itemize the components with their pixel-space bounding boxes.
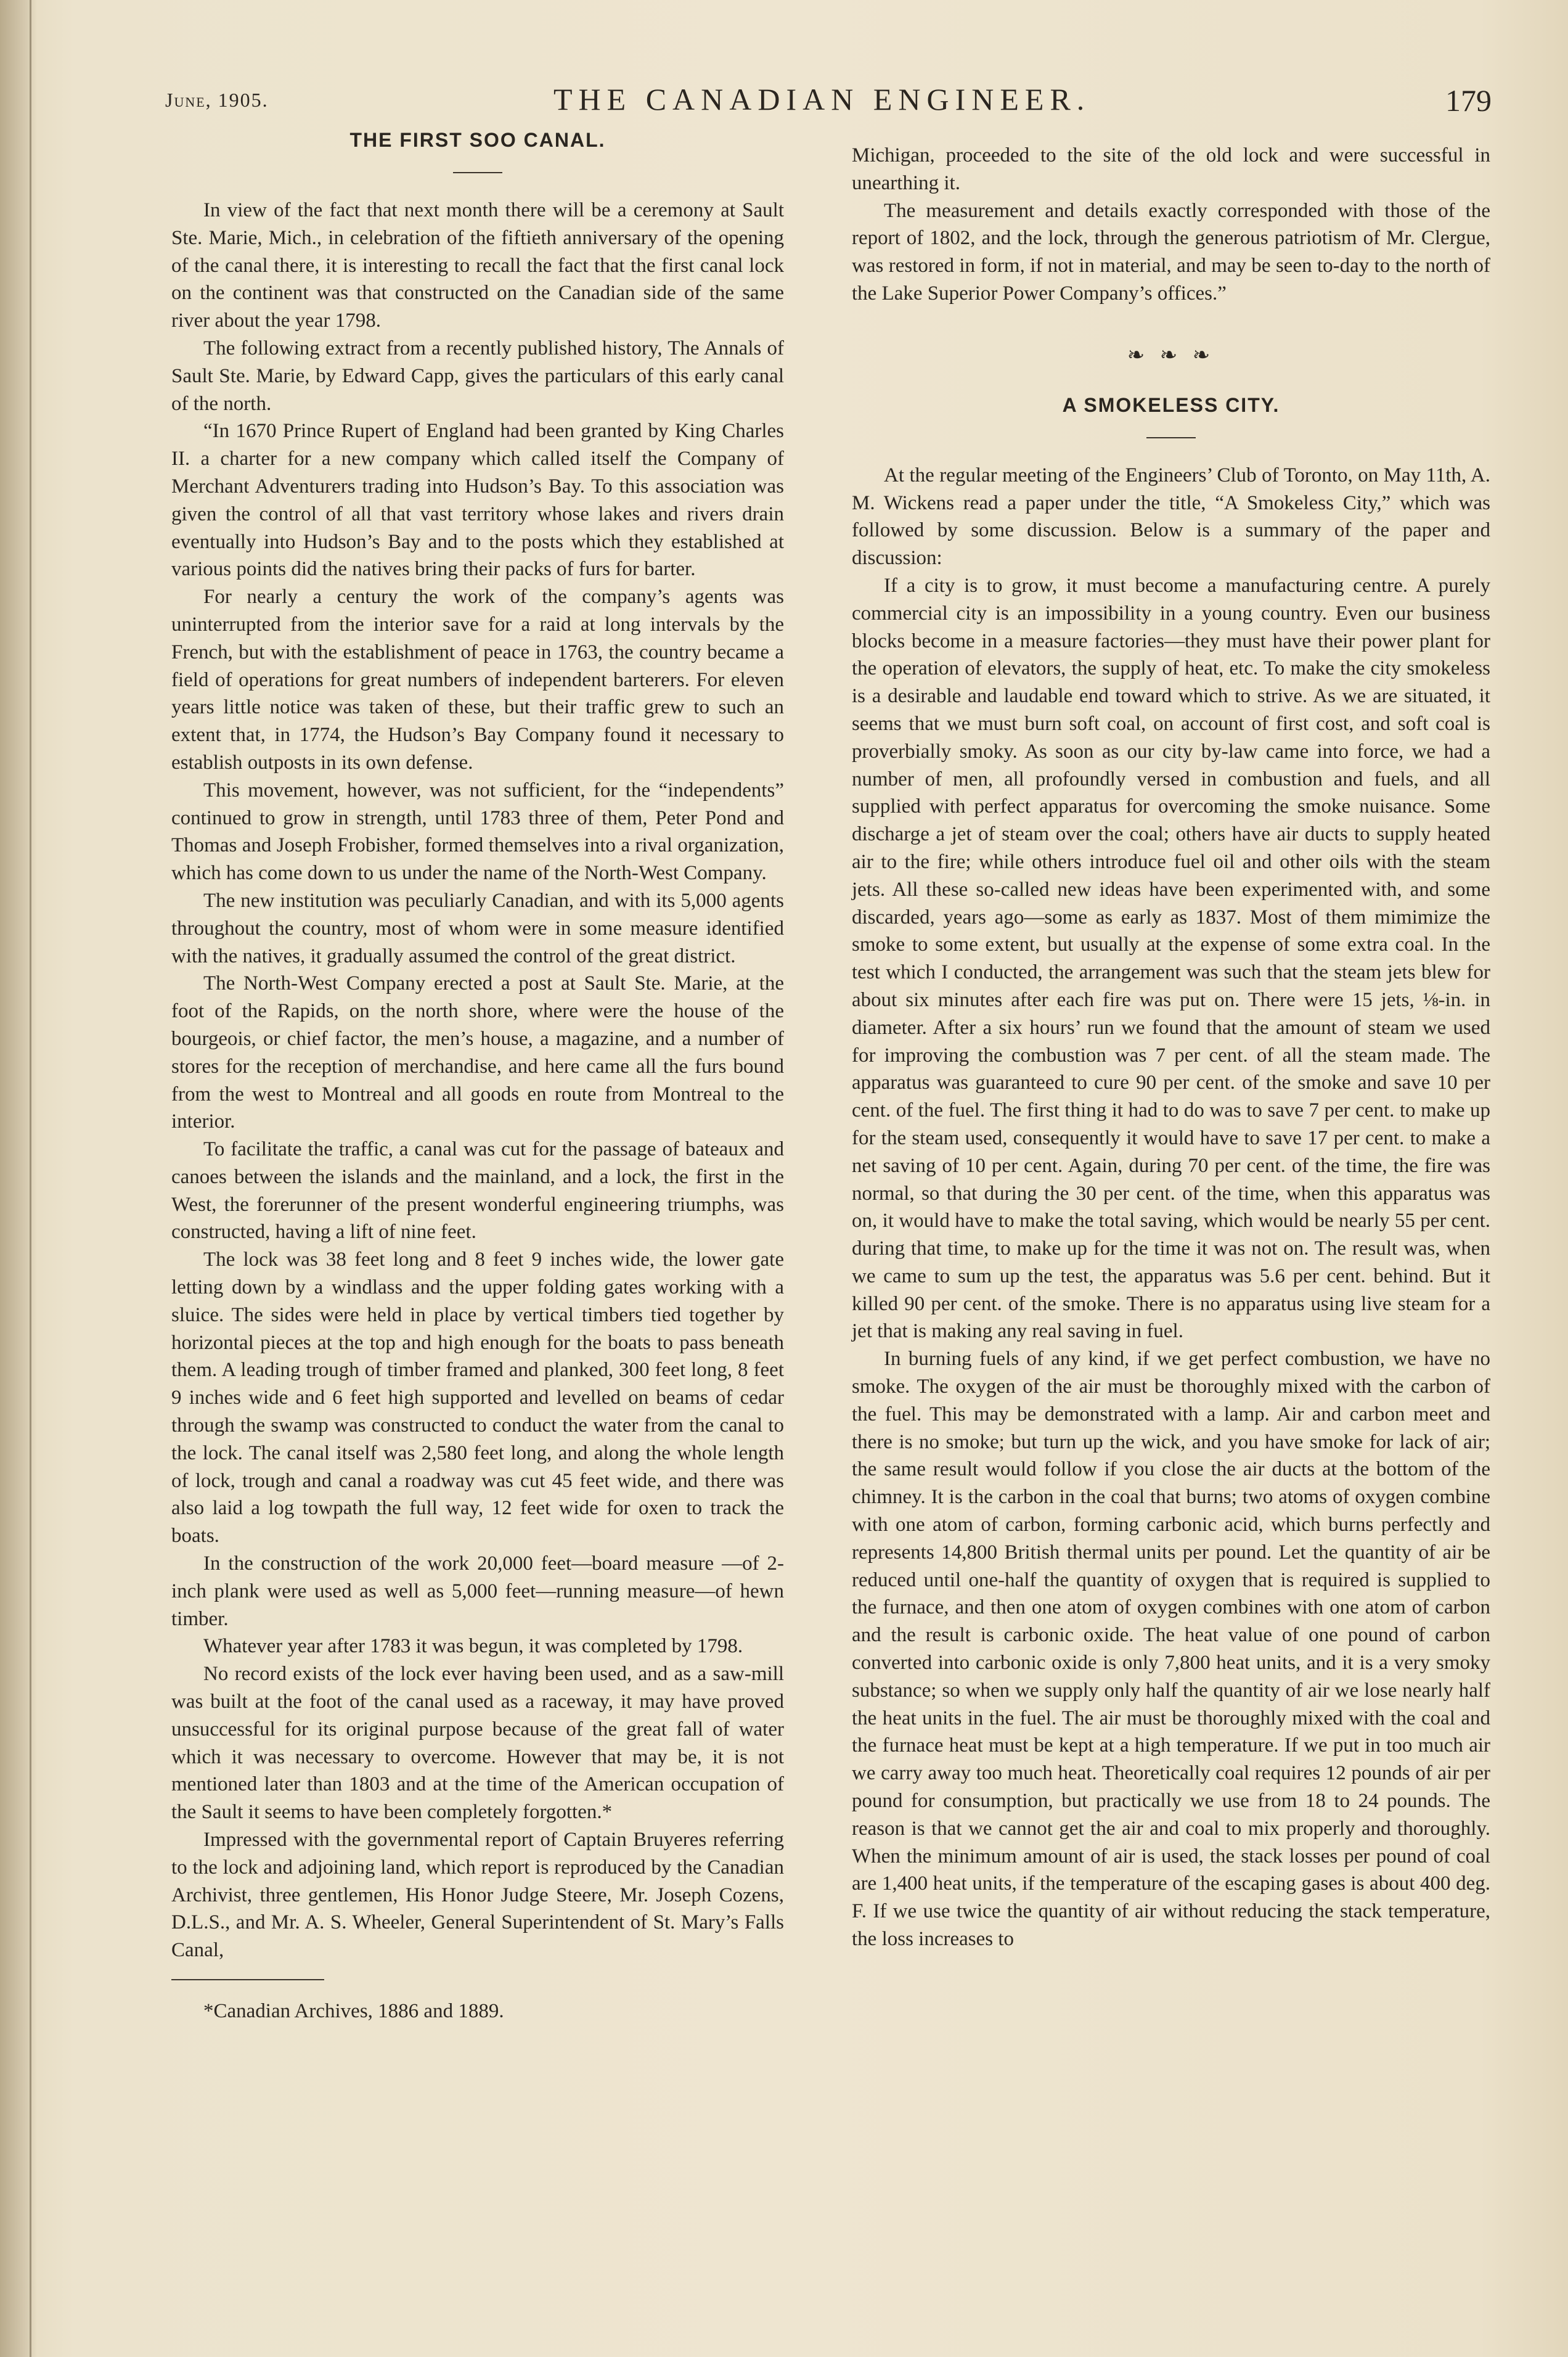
article-title-smokeless-city: A SMOKELESS CITY. (1062, 393, 1280, 416)
paragraph: For nearly a century the work of the company’s agents was uninterrupted from the interior save for a raid at long intervals by the French, but with the establishment of peace in 1763, the country became a field of operations for great numbers of independent barterers. For eleven years little notice was taken of these, but their traffic grew to such an extent that, in 1774, the Hudson’s Bay Company found it necessary to establish outposts in its own defense. (171, 586, 784, 774)
right-column (852, 142, 1490, 1953)
paragraph: At the regular meeting of the Engineers’ Club of Toronto, on May 11th, A. M. Wickens read a paper under the title, “A Smokeless City,” which was followed by some discussion. Below is a summary of the paper and discussion: (852, 464, 1490, 570)
paragraph: This movement, however, was not sufficient, for the “independents” continued to grow in strength, until 1783 three of them, Peter Pond and Thomas and Joseph Frobisher, formed themselves into a rival organization, which has come down to us under the name of the North-West Company. (171, 779, 784, 885)
binding-shadow (0, 0, 37, 2357)
paragraph: The lock was 38 feet long and 8 feet 9 inches wide, the lower gate letting down by a windlass and the upper folding gates working with a sluice. The sides were held in place by vertical timbers tied together by horizontal pieces at the top and high enough for the boats to pass beneath them. A leading trough of timber framed and planked, 300 feet long, 8 feet 9 inches wide and 6 feet high supported and levelled on beams of cedar through the swamp was constructed to conduct the water from the canal to the lock. The canal itself was 2,580 feet long, and along the whole length of lock, trough and canal a roadway was cut 45 feet wide, and there was also laid a log towpath the full way, 12 feet wide for oxen to track the boats. (171, 1248, 784, 1547)
paragraph: In view of the fact that next month there will be a ceremony at Sault Ste. Marie, Mich., in celebration of the fiftieth anniversary of the opening of the canal there, it is interesting to recall the fact that the first canal lock on the continent was that constructed on the Canadian side of the same river about the year 1798. (171, 199, 784, 332)
paragraph: To facilitate the traffic, a canal was cut for the passage of bateaux and canoes between the islands and the mainland, and a lock, the first in the West, the forerunner of the present wonderful engineering triumphs, was constructed, having a lift of nine feet. (171, 1138, 784, 1244)
footnote-rule (171, 1979, 324, 1980)
paragraph: In burning fuels of any kind, if we get perfect combustion, we have no smoke. The oxygen of the air must be thoroughly mixed with the carbon of the fuel. This may be demonstrated with a lamp. Air and carbon meet and there is no smoke; but turn up the wick, and you have smoke for lack of air; the same result would follow if you close the air ducts at the bottom of the chimney. It is the carbon in the coal that burns; two atoms of oxygen combine with one atom of carbon, forming carbonic acid, which burns perfectly and represents 14,800 British thermal units per pound. Let the quantity of air be reduced until one-half the quantity of oxygen that is required is supplied to the furnace, and then one atom of oxygen combines with one atom of carbon and the result is carbonic oxide. The heat value of one pound of carbon converted into carbonic oxide is only 7,800 heat units, and it is a very smoky substance; so when we supply only half the quantity of air we lose nearly half the heat units in the fuel. The air must be thoroughly mixed with the coal and the furnace heat must be kept at a high temperature. If we put in too much air we carry away too much heat. Theoretically coal requires 12 pounds of air per pound for consumption, but practically we use from 18 to 24 pounds. The reason is that we cannot get the air and coal to mix properly and thoroughly. When the minimum amount of air is used, the stack losses per pound of coal are 1,400 heat units, if the temperature of the escaping gases is about 400 deg. F. If we use twice the quantity of air without reducing the stack temperature, the loss increases to (852, 1348, 1490, 1951)
journal-title: THE CANADIAN ENGINEER. (553, 82, 1091, 117)
title-rule (1146, 437, 1196, 438)
paragraph: Whatever year after 1783 it was begun, it was completed by 1798. (203, 1635, 743, 1658)
running-head (165, 81, 1492, 125)
paragraph: Impressed with the governmental report of Captain Bruyeres referring to the lock and adjoining land, which report is reproduced by the Canadian Archivist, three gentlemen, His Honor Judge Steere, Mr. Joseph Cozens, D.L.S., and Mr. A. S. Wheeler, General Superintendent of St. Mary’s Falls Canal, (171, 1829, 784, 1962)
paragraph: No record exists of the lock ever having been used, and as a saw-mill was built at the foot of the canal used as a raceway, it may have proved unsuccessful for its original purpose because of the great fall of water which it was necessary to overcome. However that may be, it is not mentioned later than 1803 and at the time of the American occupation of the Sault it seems to have been completely forgotten.* (171, 1663, 784, 1824)
paragraph: In the construction of the work 20,000 feet—board measure —of 2-inch plank were used as well as 5,000 feet—running measure—of hewn timber. (171, 1552, 784, 1630)
paragraph: The following extract from a recently published history, The Annals of Sault Ste. Marie, by Edward Capp, gives the particulars of this early canal of the north. (171, 337, 784, 415)
paragraph: “In 1670 Prince Rupert of England had been granted by King Charles II. a charter for a new company which called itself the Company of Merchant Adventurers trading into Hudson’s Bay. To this association was given the control of all that vast territory whose lakes and rivers drain eventually into Hudson’s Bay and to the posts which they established at various points did the natives bring their packs of furs for barter. (171, 420, 784, 581)
article-title-first-soo-canal: THE FIRST SOO CANAL. (349, 129, 606, 151)
issue-date: June, 1905. (165, 89, 269, 111)
title-rule (453, 172, 502, 173)
paragraph: If a city is to grow, it must become a manufacturing centre. A purely commercial city is an impossibility in a young country. Even our business blocks become in a measure factories—they must have their power plant for the operation of elevators, the supply of heat, etc. To make the city smokeless is a desirable and laudable end toward which to strive. As we are situated, it seems that we must burn soft coal, on account of first cost, and soft coal is proverbially smoky. As soon as our city by-law came into force, we had a number of men, all profoundly versed in combustion and fuels, and all supplied with perfect apparatus for overcoming the smoke nuisance. Some discharge a jet of steam over the coal; others have air ducts to supply heated air to the fire; while others introduce fuel oil and other oils with the steam jets. All these so-called new ideas have been experimented with, and some discarded, years ago—some as early as 1837. Most of them mimimize the smoke to some extent, but usually at the expense of some extra coal. In the test which I conducted, the arrangement was such that the steam jets blew for about six minutes after each fire was put on. There were 15 jets, ⅛-in. in diameter. After a six hours’ run we found that the amount of steam we used for improving the combustion was 7 per cent. of all the steam made. The apparatus was guaranteed to cure 90 per cent. of the smoke and save 10 per cent. of the fuel. The first thing it had to do was to save 7 per cent. to make up for the steam used, consequently it would have to save 17 per cent. to make a net saving of 10 per cent. Again, during 70 per cent. of the time, the fire was normal, so that during the 30 per cent. of the time, when this apparatus was on, it would have to make the total saving, which would be nearly 55 per cent. during that time, to make up for the time it was not on. The result was, when we came to sum up the test, the apparatus was 5.6 per cent. behind. But it killed 90 per cent. of the smoke. There is no apparatus using live steam for a jet that is making any real saving in fuel. (852, 574, 1490, 1343)
paragraph: The North-West Company erected a post at Sault Ste. Marie, at the foot of the Rapids, on the north shore, where were the house of the bourgeois, or chief factor, the men’s house, a magazine, and a number of stores for the reception of merchandise, and here came all the furs bound from the west to Montreal and all goods en route from Montreal to the interior. (171, 972, 784, 1133)
left-column (171, 126, 784, 2025)
paragraph-continued: Michigan, proceeded to the site of the old lock and were successful in unearthing it. (852, 144, 1490, 194)
page-number: 179 (1445, 83, 1492, 118)
paragraph: The measurement and details exactly corresponded with those of the report of 1802, and the lock, through the generous patriotism of Mr. Clergue, was restored in form, if not in material, and may be seen to-day to the north of the Lake Superior Power Company’s offices.” (852, 199, 1490, 305)
footnote: *Canadian Archives, 1886 and 1889. (203, 2000, 504, 2022)
paragraph: The new institution was peculiarly Canadian, and with its 5,000 agents throughout the country, most of whom were in some measure identified with the natives, it gradually assumed the control of the great district. (171, 889, 784, 967)
binding-line (30, 0, 31, 2357)
section-ornament: ❧ ❧ ❧ (1127, 343, 1215, 367)
